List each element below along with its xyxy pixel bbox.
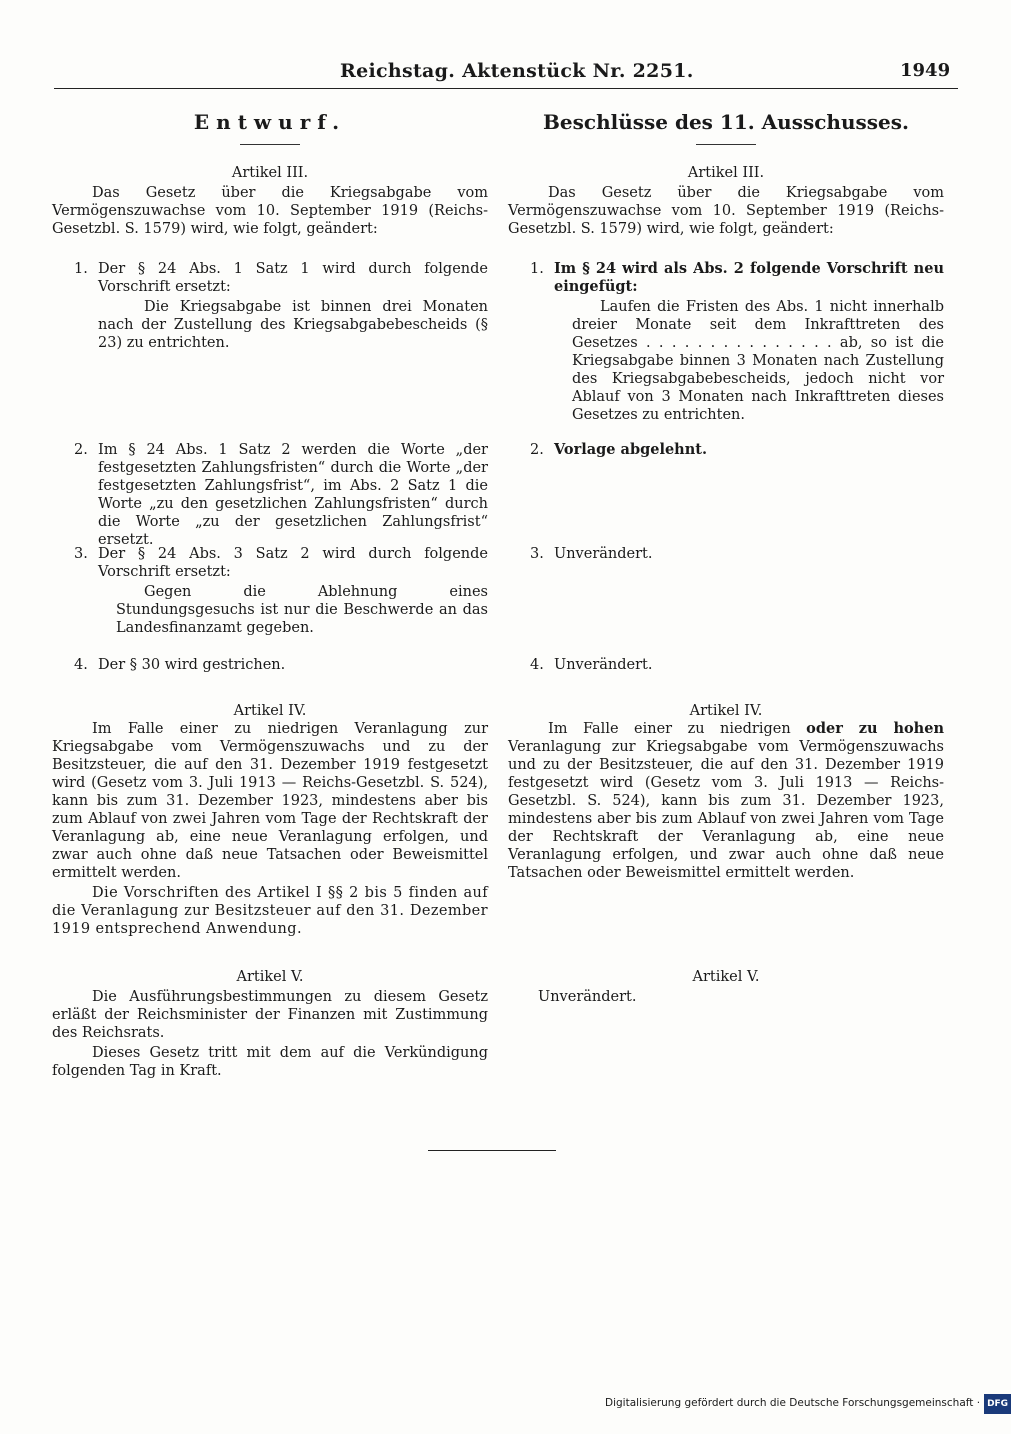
right-art4-text-emphasis: oder zu hohen xyxy=(806,720,944,737)
left-item3-text: Der § 24 Abs. 3 Satz 2 wird durch folgende Vorschrift ersetzt: xyxy=(98,546,488,580)
left-item3-number: 3. xyxy=(74,546,88,562)
left-art5-paragraph-2: Dieses Gesetz tritt mit dem auf die Verkündigung folgenden Tag in Kraft. xyxy=(52,1045,488,1079)
header-rule xyxy=(54,88,958,89)
right-art3-title: Artikel III. xyxy=(687,165,765,181)
left-art4-title: Artikel IV. xyxy=(233,703,307,719)
right-item1-text: Im § 24 wird als Abs. 2 folgende Vorschrift neu eingefügt: xyxy=(554,260,944,295)
left-art3-intro: Das Gesetz über die Kriegsabgabe vom Vermögenszuwachse vom 10. September 1919 (Reichs-Gesetzbl. S. 1579) wird, wie folgt, geändert: xyxy=(52,185,488,237)
right-art5-title: Artikel V. xyxy=(692,969,760,985)
right-art4-paragraph-1 xyxy=(508,720,944,882)
right-column-heading: Beschlüsse des 11. Ausschusses. xyxy=(543,110,909,134)
left-item1-number: 1. xyxy=(74,261,88,277)
left-item4-number: 4. xyxy=(74,657,88,673)
right-art4-text-a: Im Falle einer zu niedrigen xyxy=(548,721,807,737)
dfg-logo: DFG xyxy=(984,1394,1011,1414)
right-item3-number: 3. xyxy=(530,546,544,562)
left-art4-paragraph-1: Im Falle einer zu niedrigen Veranlagung zur Kriegsabgabe vom Vermögenszuwachs und zu der Besitzsteuer, die auf den 31. Dezember 1919 festgesetzt wird (Gesetz vom 3. Juli 1913 — Reichs-Gesetzbl. S. 524), kann bis zum 31. Dezember 1923, mindestens aber bis zum Ablauf von zwei Jahren vom Tage der Rechtskraft der Veranlagung ab, eine neue Veranlagung erfolgen, und zwar auch ohne daß neue Tatsachen oder Beweismittel ermittelt werden. xyxy=(52,721,488,881)
left-item1-text: Der § 24 Abs. 1 Satz 1 wird durch folgende Vorschrift ersetzt: xyxy=(98,261,488,295)
right-item2-number: 2. xyxy=(530,442,544,458)
right-art4-text-b: Veranlagung zur Kriegsabgabe vom Vermögenszuwachs und zu der Besitzsteuer, die auf den 31. Dezember 1919 festgesetzt wird (Gesetz vom 3. Juli 1913 — Reichs-Gesetzbl. S. 524), kann bis zum 31. Dezember 1923, mindestens aber bis zum Ablauf von zwei Jahren vom Tage der Rechtskraft der Veranlagung ab, eine neue Veranlagung erfolgen, und zwar auch ohne daß neue Tatsachen oder Beweismittel ermittelt werden. xyxy=(508,739,944,881)
left-item3-quote: Gegen die Ablehnung eines Stundungsgesuchs ist nur die Beschwerde an das Landesfinanzamt gegeben. xyxy=(116,584,488,636)
left-heading-rule xyxy=(240,144,300,145)
page-header xyxy=(0,58,1000,88)
left-art4-paragraph-2: Die Vorschriften des Artikel I §§ 2 bis 5 finden auf die Veranlagung zur Besitzsteuer auf den 31. Dezember 1919 entsprechend Anwendung. xyxy=(52,885,488,937)
left-item4-text: Der § 30 wird gestrichen. xyxy=(98,657,286,673)
left-art3-title: Artikel III. xyxy=(231,165,309,181)
left-art5-paragraph-1: Die Ausführungsbestimmungen zu diesem Gesetz erläßt der Reichsminister der Finanzen mit Zustimmung des Reichsrats. xyxy=(52,989,488,1041)
right-item1-number: 1. xyxy=(530,261,544,277)
right-item4-number: 4. xyxy=(530,657,544,673)
footer-text: Digitalisierung gefördert durch die Deutsche Forschungsgemeinschaft · xyxy=(605,1397,981,1409)
right-heading-rule xyxy=(696,144,756,145)
left-item2-text: Im § 24 Abs. 1 Satz 2 werden die Worte „der festgesetzten Zahlungsfristen“ durch die Worte „der festgesetzten Zahlungsfrist“, im Abs. 2 Satz 1 die Worte „zu den gesetzlichen Zahlungsfristen“ durch die Worte „zu der gesetzlichen Zahlungsfrist“ ersetzt. xyxy=(98,442,488,548)
right-item4-text: Unverändert. xyxy=(554,657,653,673)
end-rule xyxy=(428,1150,556,1151)
right-item2-text: Vorlage abgelehnt. xyxy=(554,441,708,458)
left-column-heading: Entwurf. xyxy=(193,110,347,134)
right-art4-title: Artikel IV. xyxy=(689,703,763,719)
right-art5-paragraph-1: Unverändert. xyxy=(538,989,637,1005)
digitization-footer xyxy=(605,1394,1011,1414)
running-title: Reichstag. Aktenstück Nr. 2251. xyxy=(340,60,694,82)
left-art5-title: Artikel V. xyxy=(236,969,304,985)
right-item1-quote: Laufen die Fristen des Abs. 1 nicht innerhalb dreier Monate seit dem Inkrafttreten des Gesetzes . . . . . . . . . . . . . . . ab, so ist die Kriegsabgabe binnen 3 Monaten nach Zustellung des Kriegsabgabebescheids, jedoch nicht vor Ablauf von 3 Monaten nach Inkrafttreten dieses Gesetzes zu entrichten. xyxy=(572,299,944,423)
right-art3-intro: Das Gesetz über die Kriegsabgabe vom Vermögenszuwachse vom 10. September 1919 (Reichs-Gesetzbl. S. 1579) wird, wie folgt, geändert: xyxy=(508,185,944,237)
left-item2-number: 2. xyxy=(74,442,88,458)
page-number: 1949 xyxy=(900,60,951,81)
right-item3-text: Unverändert. xyxy=(554,546,653,562)
right-column-committee xyxy=(508,108,944,1108)
left-item1-quote: Die Kriegsabgabe ist binnen drei Monaten nach der Zustellung des Kriegsabgabebescheids (§ 23) zu entrichten. xyxy=(98,299,488,351)
left-column-draft xyxy=(52,108,488,1108)
